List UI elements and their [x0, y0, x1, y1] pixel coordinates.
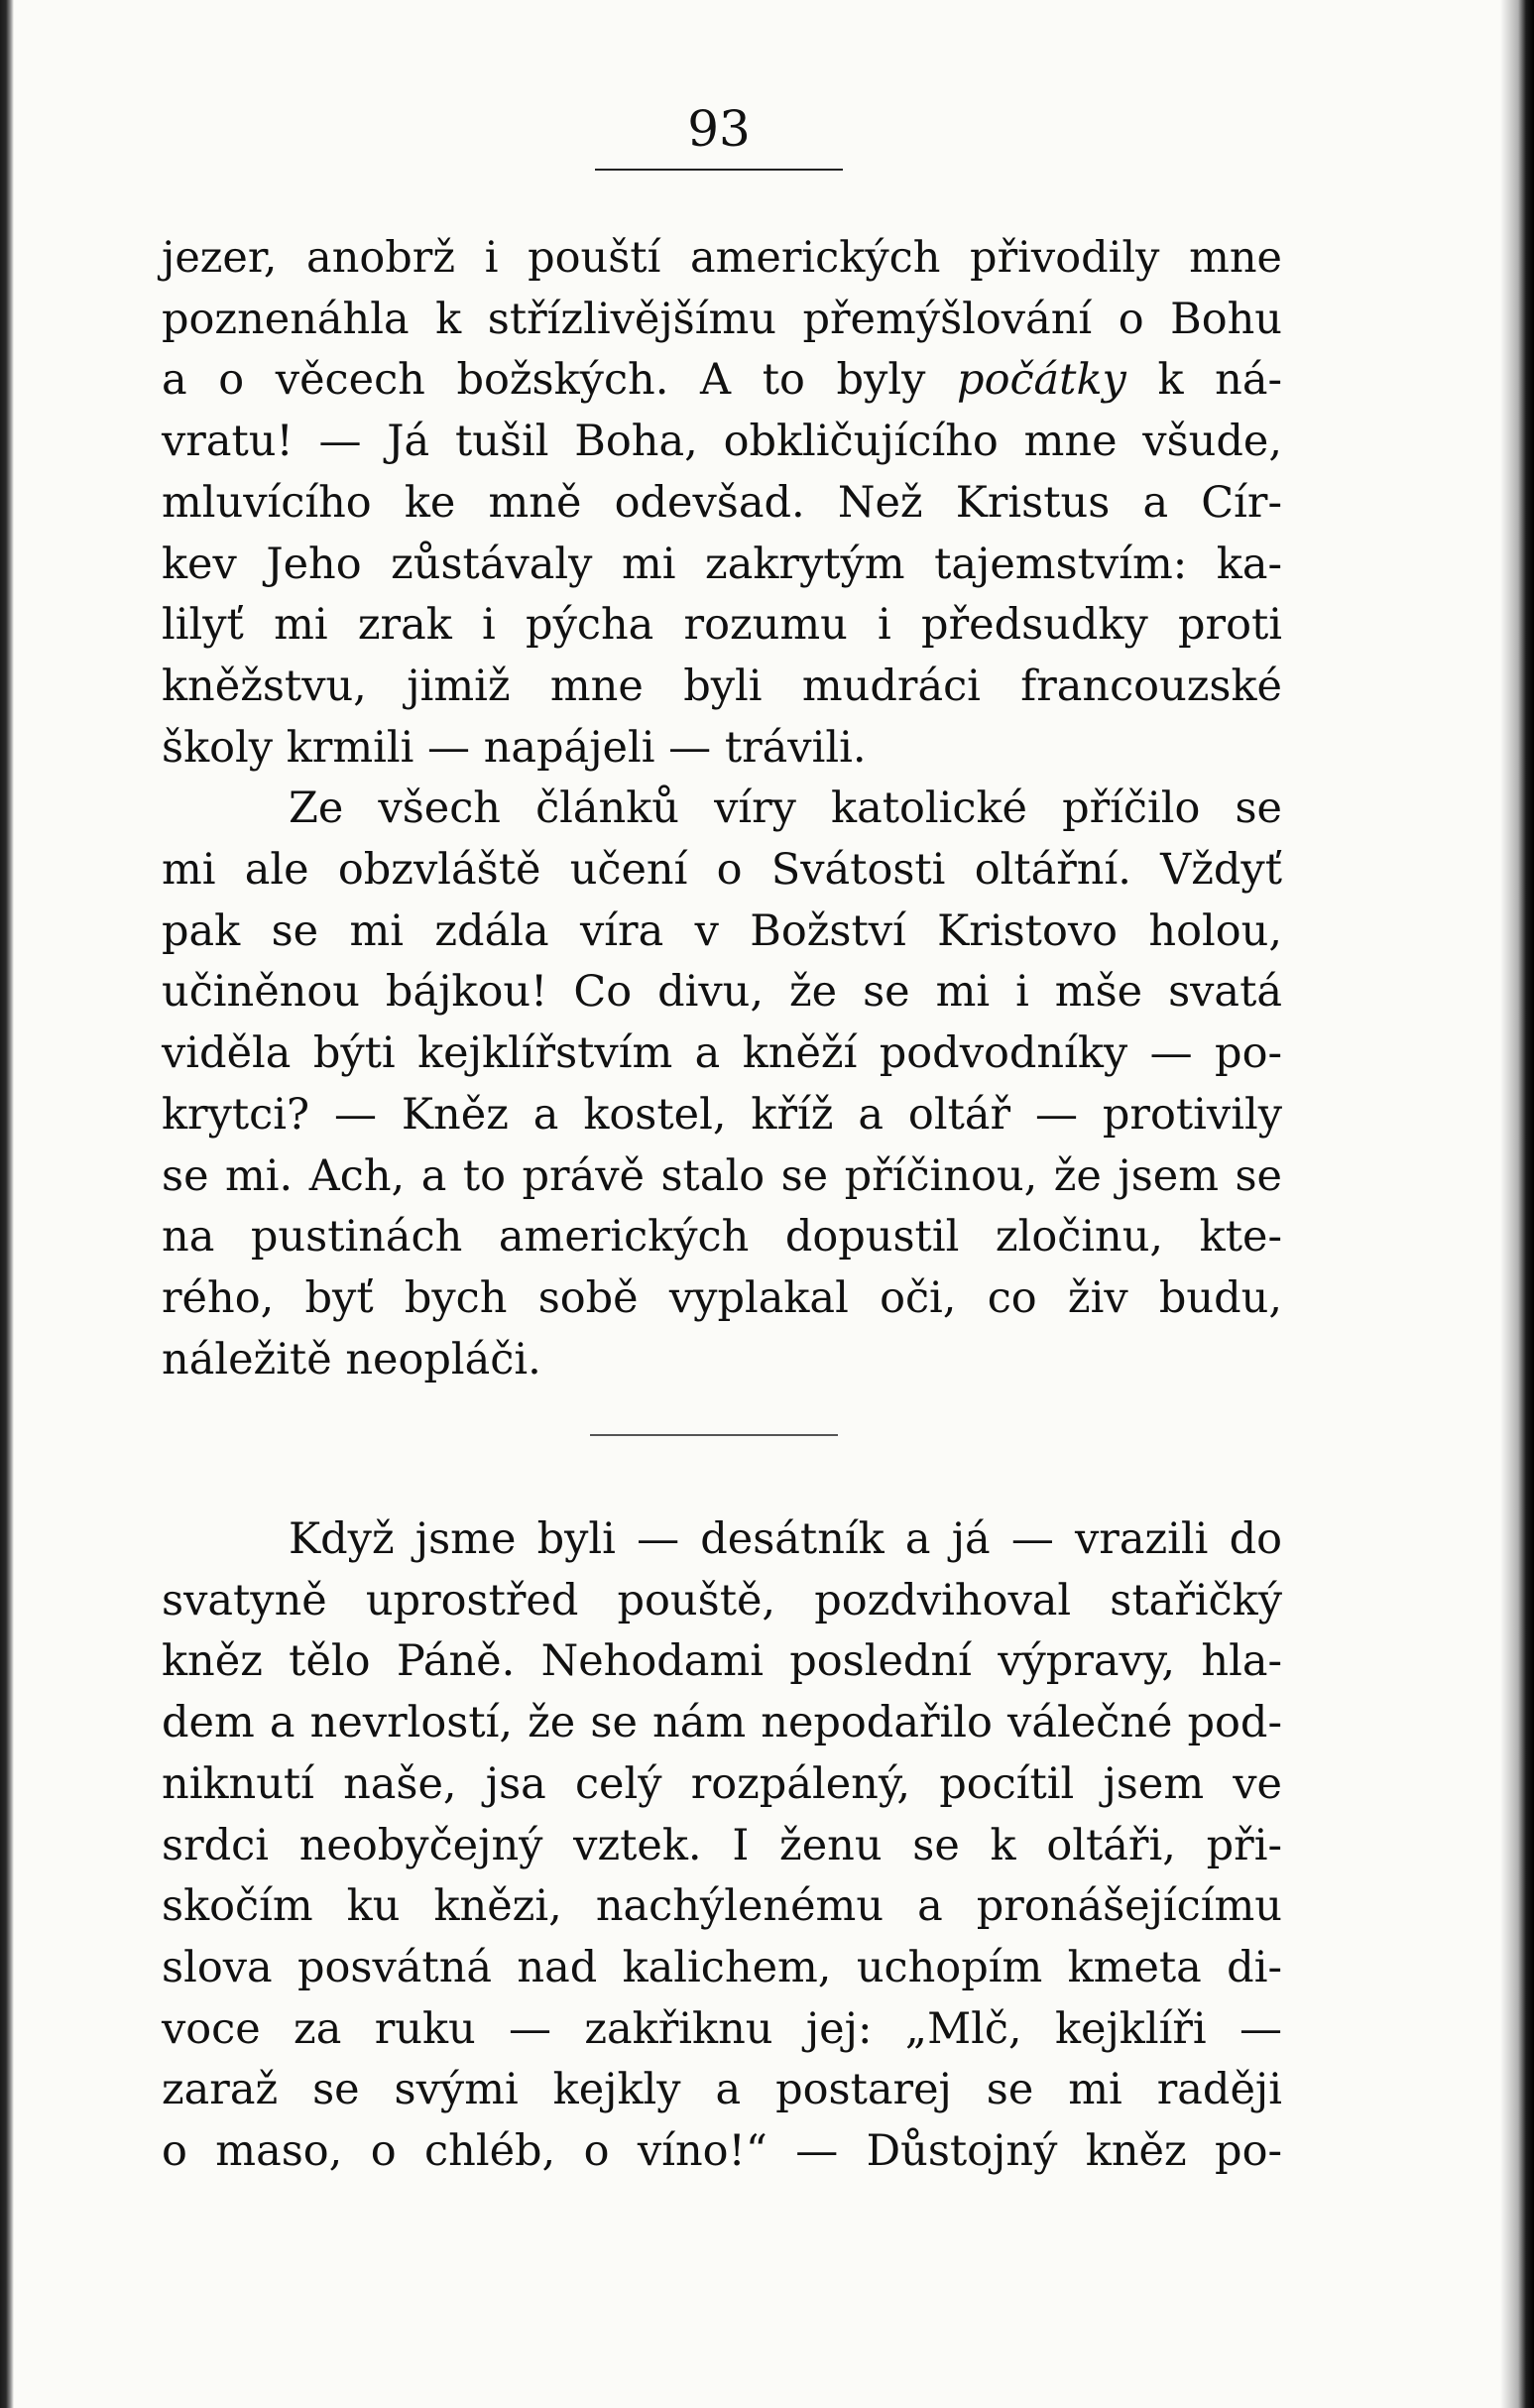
text-line: voce za ruku — zakřiknu jej: „Mlč, kejklíři — — [162, 2003, 1282, 2054]
text-line: srdci neobyčejný vztek. I ženu se k oltáři, při- — [162, 1820, 1282, 1870]
text-line: na pustinách amerických dopustil zločinu, kte- — [162, 1212, 1282, 1263]
text-line: jezer, anobrž i pouští amerických přivodily mne — [162, 233, 1282, 283]
text-line: mluvícího ke mně odevšad. Než Kristus a Cír- — [162, 477, 1282, 528]
page-left-edge — [0, 0, 14, 2408]
header-rule — [595, 169, 843, 171]
paragraph-2 — [162, 779, 1282, 1390]
text-line — [162, 350, 1282, 412]
text-line: se mi. Ach, a to právě stalo se příčinou, že jsem se — [162, 1150, 1282, 1201]
text-line: náležitě neopláči. — [162, 1334, 541, 1385]
text-line: kev Jeho zůstávaly mi zakrytým tajemstvím: ka- — [162, 539, 1282, 589]
text-block-upper — [162, 228, 1282, 1390]
text-line: zaraž se svými kejkly a postarej se mi raději — [162, 2065, 1282, 2115]
text-line: vratu! — Já tušil Boha, obkličujícího mne všude, — [162, 417, 1282, 467]
text-line: Když jsme byli — desátník a já — vrazili do — [289, 1514, 1282, 1564]
page-number: 93 — [687, 100, 751, 158]
text-block-lower — [162, 1509, 1282, 2183]
text-line: krytci? — Kněz a kostel, kříž a oltář — protivily — [162, 1089, 1282, 1140]
text-line: pak se mi zdála víra v Božství Kristovo holou, — [162, 905, 1282, 956]
paragraph-1 — [162, 228, 1282, 779]
text-line: viděla býti kejklířstvím a kněží podvodníky — po- — [162, 1028, 1282, 1079]
text-line: poznenáhla k střízlivějšímu přemýšlování o Bohu — [162, 294, 1282, 344]
text-line: dem a nevrlostí, že se nám nepodařilo válečné pod- — [162, 1698, 1282, 1748]
text-line: niknutí naše, jsa celý rozpálený, pocítil jsem ve — [162, 1758, 1282, 1809]
text-segment: a o věcech božských. A to byly — [162, 355, 958, 406]
text-line: o maso, o chléb, o víno!“ — Důstojný kněz po- — [162, 2126, 1282, 2177]
text-line: lilyť mi zrak i pýcha rozumu i předsudky proti — [162, 600, 1282, 651]
text-line: učiněnou bájkou! Co divu, že se mi i mše svatá — [162, 967, 1282, 1018]
emphasized-word: počátky — [957, 355, 1126, 406]
text-line: svatyně uprostřed pouště, pozdvihoval stařičký — [162, 1575, 1282, 1625]
text-line: kněžstvu, jimiž mne byli mudráci francouzské — [162, 661, 1282, 711]
paragraph-3 — [162, 1509, 1282, 2183]
text-line: rého, byť bych sobě vyplakal oči, co živ budu, — [162, 1272, 1282, 1323]
text-line: skočím ku knězi, nachýlenému a pronášejícímu — [162, 1881, 1282, 1932]
text-line: mi ale obzvláště učení o Svátosti oltářní. Vždyť — [162, 845, 1282, 896]
text-segment: k ná- — [1125, 355, 1282, 406]
text-line: slova posvátná nad kalichem, uchopím kmeta di- — [162, 1942, 1282, 1992]
text-line: Ze všech článků víry katolické příčilo se — [289, 783, 1282, 834]
section-divider — [590, 1434, 838, 1436]
text-line: kněz tělo Páně. Nehodami poslední výpravy, hla- — [162, 1636, 1282, 1687]
page-right-edge — [1500, 0, 1534, 2408]
text-line: školy krmili — napájeli — trávili. — [162, 722, 867, 773]
